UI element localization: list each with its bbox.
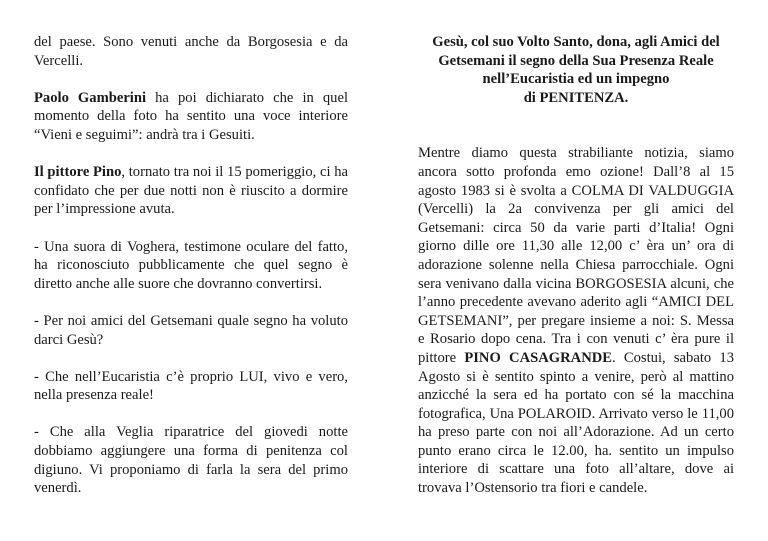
article-body-part2: . Costui, sabato 13 Agosto si è sentito spinto a venire, però al mattino anzicché la sera ed ha portato con sé la macchina fotografica, Una POLAROID. Arrivato verso le 11,00 ha preso parte con noi all’Adorazione. Ad un certo punto erano circa le 12.00, ha. sentito un impulso interiore di scattare una foto all’altare, dove ai trovava l’Ostensorio tra fiori e candele. [418,349,734,497]
heading-line: Getsemani il segno della Sua Presenza Reale [438,52,714,69]
name-pino-casagrande: PINO CASAGRANDE [464,349,613,366]
name-pittore-pino: Il pittore Pino [34,164,122,181]
heading-line: di PENITENZA. [523,89,629,106]
right-column [418,33,734,516]
heading-line: nell’Eucaristia ed un impegno [482,71,670,88]
paragraph-gamberini-text: ha poi dichiarato che in quel momento della foto ha sentito una voce interiore “Vieni e seguimi”: andrà tra i Gesuiti. [34,89,348,143]
paragraph-veglia: - Che alla Veglia riparatrice del giovedi notte dobbiamo aggiungere una forma di penitenza col digiuno. Vi proponiamo di farla la sera del primo venerdì. [34,424,348,497]
paragraph-borgosesia: del paese. Sono venuti anche da Borgosesia e da Vercelli. [34,34,348,69]
paragraph-pittore-pino [34,163,392,219]
paragraph-suora-voghera: - Una suora di Voghera, testimone oculare del fatto, ha riconosciuto pubblicamente che quel segno è diretto anche alle suore che dovranno convertirsi. [34,238,348,292]
heading-line: Gesù, col suo Volto Santo, dona, agli Amici del [432,34,720,50]
paragraph-eucaristia: - Che nell’Eucaristia c’è proprio LUI, vivo e vero, nella presenza reale! [34,368,348,404]
article-body [418,144,734,497]
paragraph-pittore-pino-text: , tornato tra noi il 15 pomeriggio, ci ha confidato che per due notti non è riuscito a dormire per l’impressione avuta. [34,164,392,218]
paragraph-question: - Per noi amici del Getsemani quale segno ha voluto darci Gesù? [34,312,348,348]
left-column [34,33,392,516]
article-heading [418,33,734,107]
name-paolo-gamberini: Paolo Gamberini [34,89,147,106]
paragraph-gamberini [34,89,348,145]
article-body-part1: Mentre diamo questa strabiliante notizia, siamo ancora sotto profonda emo ozione! Dall’8 al 15 agosto 1983 si è svolta a COLMA DI VALDUGGIA (Vercelli) la 2a convivenza per gli amici del Getsemani: circa 50 da varie parti d’Italia! Ogni giorno dille ore 11,30 alle 12,00 c’ èra un’ ora di adorazione solenne nella Chiesa parrocchiale. Ogni sera venivano dalla vicina BORGOSESIA alcuni, che l’anno precedente avevano aderito agli “AMICI DEL GETSEMANI”, per pregare insieme a noi: S. Messa e Rosario dopo cena. Tra i con venuti c’ èra pure il pittore [418,145,734,366]
